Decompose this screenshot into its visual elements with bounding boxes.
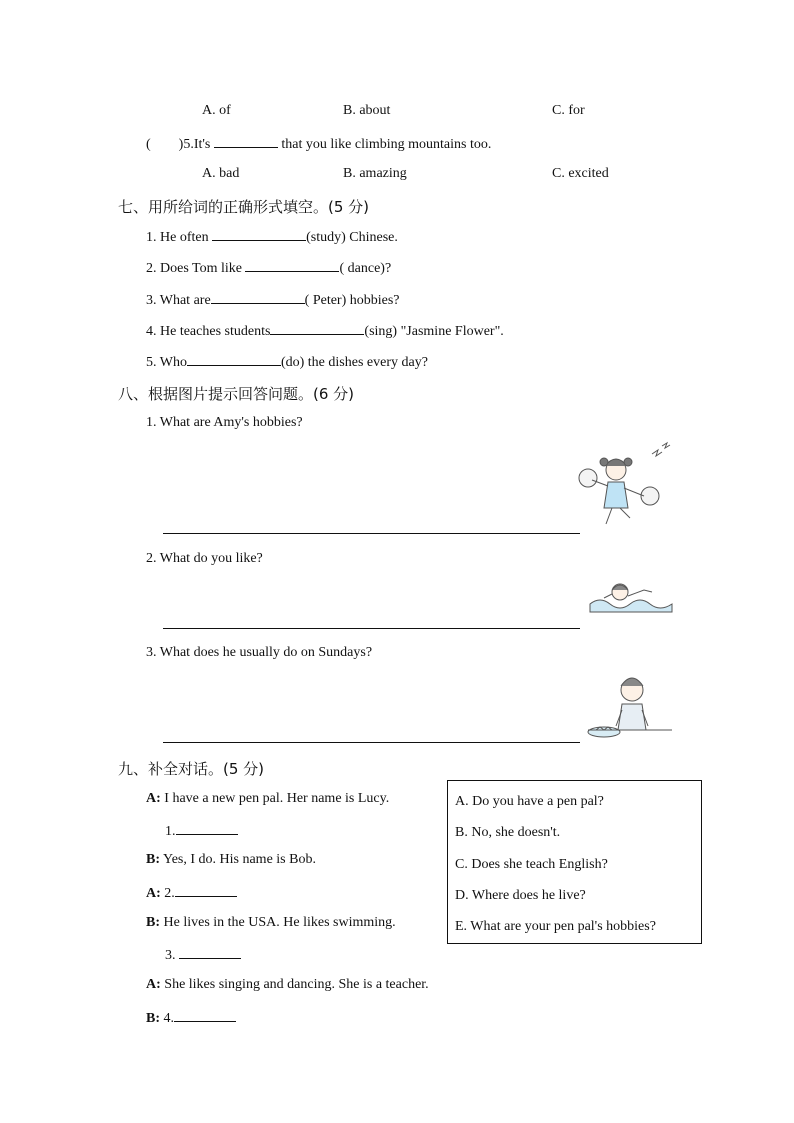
dialogue-blank-1 [165,822,238,840]
dialogue-blank-3 [165,946,241,964]
speaker-b-label: B: [146,852,160,867]
q5-option-b: B. amazing [343,166,407,181]
question-text-post: that you like climbing mountains too. [281,137,492,152]
answer-blank[interactable] [175,884,237,897]
dialogue-line-4 [146,977,429,993]
answer-paren-close: ) [178,137,184,152]
answer-paren-open: ( [146,137,151,152]
dialogue-line-2 [146,852,316,868]
dialogue-text: Yes, I do. His name is Bob. [162,852,316,867]
option-a: A. Do you have a pen pal? [455,794,604,809]
dialogue-blank-4 [146,1009,236,1027]
q5-option-a: A. bad [202,166,240,181]
item-text-pre: 2. Does Tom like [146,261,242,276]
sec7-item-4 [146,322,504,340]
blank-number: 4. [163,1011,174,1026]
answer-blank[interactable] [176,822,238,835]
speaker-a-label: A: [146,791,161,806]
item-text-pre: 3. What are [146,293,211,308]
q5-option-c: C. excited [552,166,609,181]
blank-number: 2. [164,886,175,901]
blank-number: 3. [165,948,176,963]
answer-line-3[interactable] [163,742,580,743]
item-text-pre: 4. He teaches students [146,324,271,339]
option-b: B. No, she doesn't. [455,825,561,840]
option-e: E. What are your pen pal's hobbies? [455,919,656,934]
answer-blank[interactable] [212,228,306,241]
dialogue-options-box [447,780,702,944]
question-5 [146,135,491,153]
question-number: 5. [183,137,194,152]
item-text-post: (study) Chinese. [306,230,398,245]
answer-blank[interactable] [245,259,339,272]
question-text-pre: It's [193,137,211,152]
item-text-pre: 1. He often [146,230,209,245]
item-text-post: (sing) "Jasmine Flower". [364,324,504,339]
section-7-title: 七、用所给词的正确形式填空。(5 分) [118,198,370,216]
speaker-b-label: B: [146,1011,160,1026]
dialogue-text: She likes singing and dancing. She is a teacher. [164,977,429,992]
sec8-question-1: 1. What are Amy's hobbies? [146,415,303,430]
dialogue-blank-2 [146,884,237,902]
section-9-title: 九、补全对话。(5 分) [118,760,265,778]
sec7-item-1 [146,228,398,246]
answer-blank[interactable] [211,291,305,304]
speaker-b-label: B: [146,915,160,930]
answer-blank[interactable] [187,353,281,366]
item-text-pre: 5. Who [146,355,187,370]
sec7-item-3 [146,291,400,309]
item-text-post: (do) the dishes every day? [280,355,428,370]
item-text-post: ( Peter) hobbies? [304,293,400,308]
answer-line-2[interactable] [163,628,580,629]
option-c: C. Does she teach English? [455,857,608,872]
q4-option-c: C. for [552,103,585,118]
dialogue-text: I have a new pen pal. Her name is Lucy. [164,791,390,806]
q4-option-b: B. about [343,103,391,118]
answer-blank[interactable] [174,1009,236,1022]
dialogue-line-1 [146,791,389,807]
option-d: D. Where does he live? [455,888,586,903]
cheerleader-girl-picture [574,440,674,532]
swimming-boy-picture [588,578,674,618]
speaker-a-label: A: [146,977,161,992]
dialogue-line-3 [146,915,396,931]
answer-blank[interactable] [179,946,241,959]
boy-washing-dishes-picture [586,672,674,744]
q4-option-a: A. of [202,103,231,118]
sec7-item-5 [146,353,428,371]
sec8-question-2: 2. What do you like? [146,551,263,566]
section-8-title: 八、根据图片提示回答问题。(6 分) [118,385,355,403]
dialogue-text: He lives in the USA. He likes swimming. [163,915,396,930]
speaker-a-label: A: [146,886,161,901]
sec8-question-3: 3. What does he usually do on Sundays? [146,645,373,660]
sec7-item-2 [146,259,391,277]
blank-number: 1. [165,824,176,839]
answer-line-1[interactable] [163,533,580,534]
answer-blank[interactable] [270,322,364,335]
answer-blank[interactable] [214,135,278,148]
item-text-post: ( dance)? [339,261,392,276]
